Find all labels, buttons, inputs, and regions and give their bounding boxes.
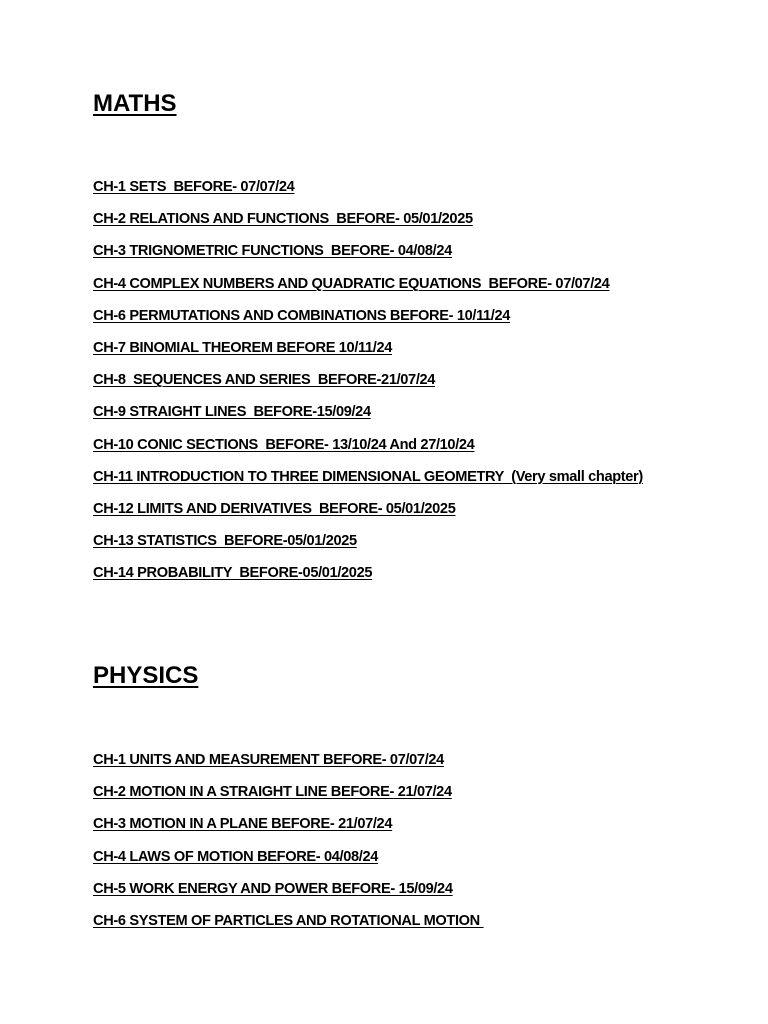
maths-chapter-4: CH-4 COMPLEX NUMBERS AND QUADRATIC EQUATIONS BEFORE- 07/07/24 xyxy=(93,275,610,292)
physics-chapter-4: CH-4 LAWS OF MOTION BEFORE- 04/08/24 xyxy=(93,848,378,865)
maths-chapter-2: CH-2 RELATIONS AND FUNCTIONS BEFORE- 05/01/2025 xyxy=(93,211,473,228)
maths-chapter-9: CH-9 STRAIGHT LINES BEFORE-15/09/24 xyxy=(93,404,371,421)
maths-chapter-13: CH-13 STATISTICS BEFORE-05/01/2025 xyxy=(93,533,357,550)
maths-chapter-14: CH-14 PROBABILITY BEFORE-05/01/2025 xyxy=(93,565,373,582)
maths-chapter-1: CH-1 SETS BEFORE- 07/07/24 xyxy=(93,179,295,195)
maths-chapter-12: CH-12 LIMITS AND DERIVATIVES BEFORE- 05/01/2025 xyxy=(93,500,456,517)
maths-chapter-11: CH-11 INTRODUCTION TO THREE DIMENSIONAL GEOMETRY (Very small chapter) xyxy=(93,468,643,485)
physics-chapter-1: CH-1 UNITS AND MEASUREMENT BEFORE- 07/07/24 xyxy=(93,752,444,768)
maths-chapter-list xyxy=(93,177,643,595)
maths-chapter-8: CH-8 SEQUENCES AND SERIES BEFORE-21/07/24 xyxy=(93,372,436,389)
physics-chapter-5: CH-5 WORK ENERGY AND POWER BEFORE- 15/09/24 xyxy=(93,880,453,897)
physics-chapter-list xyxy=(93,750,484,943)
physics-chapter-6: CH-6 SYSTEM OF PARTICLES AND ROTATIONAL MOTION xyxy=(93,912,484,929)
maths-chapter-10: CH-10 CONIC SECTIONS BEFORE- 13/10/24 And 27/10/24 xyxy=(93,436,475,453)
maths-chapter-3: CH-3 TRIGNOMETRIC FUNCTIONS BEFORE- 04/08/24 xyxy=(93,243,452,260)
maths-heading: MATHS xyxy=(93,90,177,117)
maths-chapter-7: CH-7 BINOMIAL THEOREM BEFORE 10/11/24 xyxy=(93,339,392,356)
physics-chapter-2: CH-2 MOTION IN A STRAIGHT LINE BEFORE- 21/07/24 xyxy=(93,784,452,801)
physics-heading: PHYSICS xyxy=(93,662,199,689)
physics-chapter-3: CH-3 MOTION IN A PLANE BEFORE- 21/07/24 xyxy=(93,816,393,833)
maths-chapter-6: CH-6 PERMUTATIONS AND COMBINATIONS BEFORE- 10/11/24 xyxy=(93,307,511,324)
